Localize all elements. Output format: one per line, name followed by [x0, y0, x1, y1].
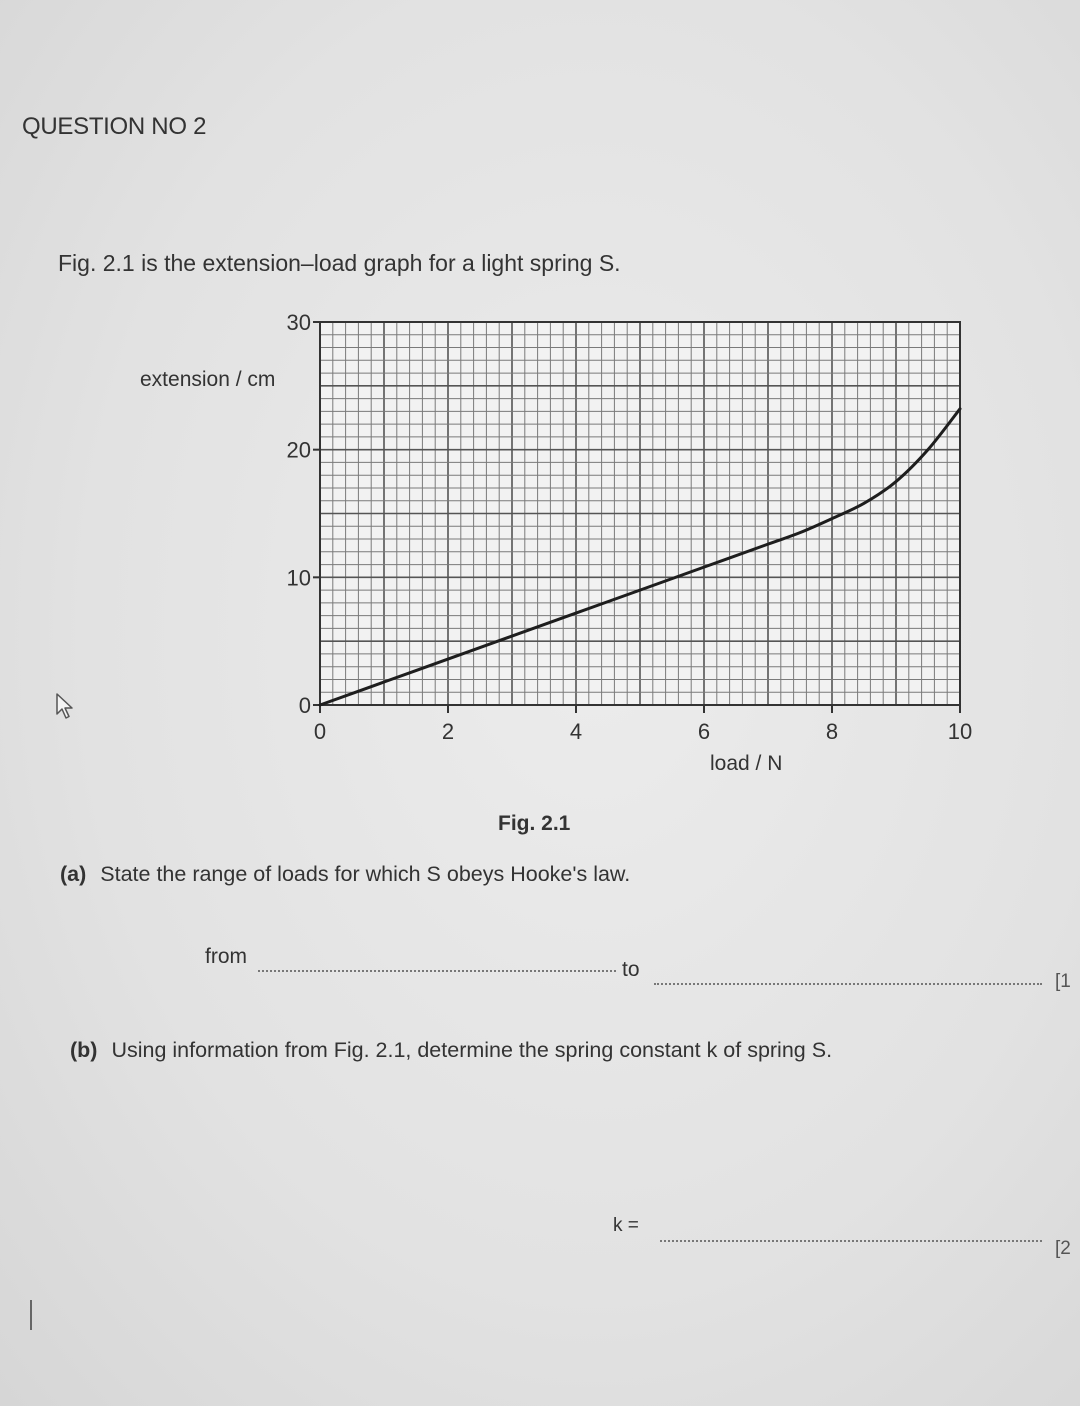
extension-load-graph — [270, 300, 973, 760]
x-tick-label: 6 — [697, 719, 711, 744]
to-answer-line[interactable] — [654, 983, 1042, 985]
y-tick-label: 30 — [286, 310, 311, 335]
x-tick-label: 2 — [441, 719, 455, 744]
part-b-text: Using information from Fig. 2.1, determine the spring constant k of spring S. — [111, 1038, 833, 1062]
intro-text: Fig. 2.1 is the extension–load graph for a light spring S. — [58, 250, 621, 276]
y-tick-label: 20 — [286, 437, 311, 463]
part-b-label: (b) — [70, 1038, 98, 1062]
figure-caption: Fig. 2.1 — [498, 812, 571, 835]
y-tick-label: 10 — [286, 565, 311, 591]
x-tick-label: 0 — [313, 719, 327, 744]
from-label: from — [205, 945, 247, 968]
x-tick-label: 10 — [947, 719, 973, 744]
text-caret — [30, 1300, 32, 1330]
part-a-label: (a) — [60, 862, 87, 886]
part-a-question — [60, 862, 630, 887]
part-a-text: State the range of loads for which S obeys Hooke's law. — [100, 862, 631, 886]
x-tick-label: 8 — [825, 719, 839, 744]
mouse-pointer-icon — [54, 692, 80, 722]
question-heading: QUESTION NO 2 — [22, 113, 207, 140]
x-axis-label: load / N — [710, 752, 783, 775]
k-answer-line[interactable] — [660, 1240, 1042, 1242]
y-tick-label: 0 — [298, 693, 311, 718]
k-answer-label: k = — [613, 1215, 639, 1236]
to-label: to — [622, 958, 640, 981]
part-b-question — [70, 1038, 832, 1063]
x-tick-label: 4 — [569, 719, 583, 744]
part-a-marks: [1 — [1055, 971, 1071, 992]
y-axis-label: extension / cm — [140, 368, 276, 391]
part-b-marks: [2 — [1055, 1238, 1071, 1259]
from-answer-line[interactable] — [258, 970, 616, 972]
